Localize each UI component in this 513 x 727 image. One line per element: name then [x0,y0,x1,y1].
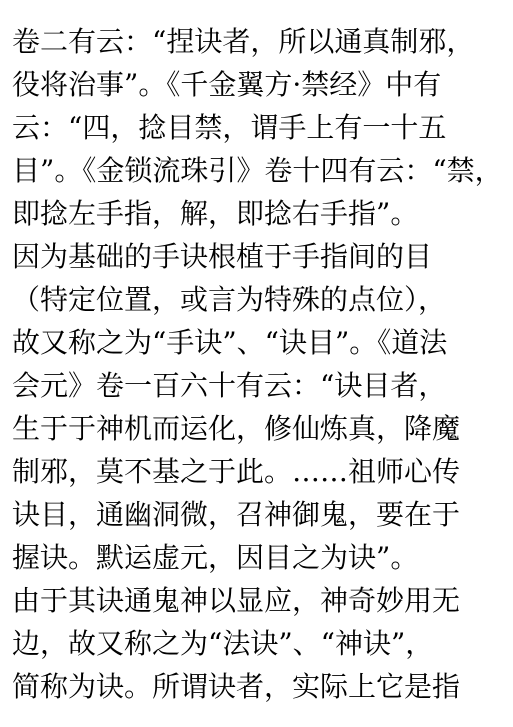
text-line: 边，故又称之为“法诀”、“神诀”， [12,627,434,660]
text-line: 简称为诀。所谓诀者，实际上它是指 [12,670,461,703]
text-line: 故又称之为“手诀”、“诀目”。《道法 [12,326,448,359]
text-line: 制邪，莫不基之于此。……祖师心传 [12,455,461,488]
text-line: 目”。《金锁流珠引》卷十四有云：“禁， [12,154,503,187]
text-line: 云：“四，捻目禁，谓手上有一十五 [12,111,447,144]
text-line: 会元》卷一百六十有云：“诀目者， [12,369,447,402]
text-line: 由于其诀通鬼神以显应，神奇妙用无 [12,584,461,617]
text-line: 诀目，通幽洞微，召神御鬼，要在于 [12,498,461,531]
text-line: （特定位置，或言为特殊的点位）， [12,283,447,316]
text-line: 生于于神机而运化，修仙炼真，降魔 [12,412,461,445]
text-line: 因为基础的手诀根植于手指间的目 [12,240,433,273]
text-line: 握诀。默运虚元，因目之为诀”。 [12,541,419,574]
text-line: 即捻左手指，解，即捻右手指”。 [12,197,419,230]
text-line: 卷二有云：“捏诀者，所以通真制邪， [12,25,475,58]
text-line: 役将治事”。《千金翼方·禁经》中有 [12,68,442,101]
